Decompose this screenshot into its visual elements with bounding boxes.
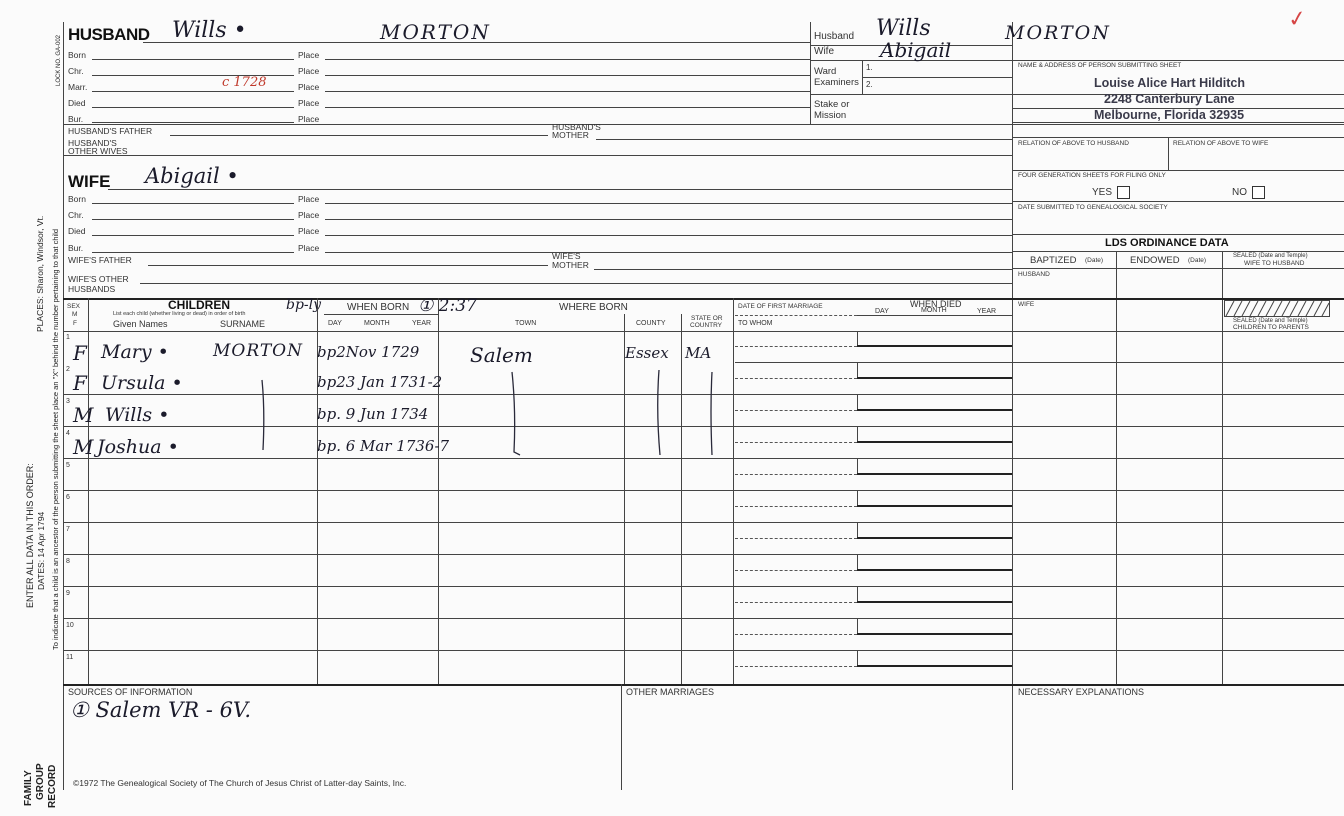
husband-born-label: Born — [68, 50, 86, 60]
wife-other-husbands-label-2: HUSBANDS — [68, 284, 116, 294]
child-birth-state[interactable]: MA — [685, 344, 712, 362]
child-number: 8 — [66, 558, 70, 565]
child-given-name[interactable]: Joshua • — [97, 436, 179, 458]
enter-all-note: ENTER ALL DATA IN THIS ORDER: — [25, 463, 35, 608]
child-sex[interactable]: F — [73, 341, 87, 365]
sealed-children-label-1: SEALED (Date and Temple) — [1233, 318, 1308, 324]
sealed-children-label-2: CHILDREN TO PARENTS — [1233, 324, 1309, 331]
indicate-note: To indicate that a child is an ancestor of the person submitting the sheet place an "X" behind the number pertaining to that child — [51, 228, 60, 650]
state-label-2: COUNTRY — [690, 322, 723, 329]
yes-label: YES — [1092, 187, 1113, 198]
husband-chr-label: Chr. — [68, 66, 84, 76]
child-birth-county[interactable]: Essex — [625, 344, 669, 362]
submitter-city: Melbourne, Florida 32935 — [1094, 108, 1245, 122]
child-number: 3 — [66, 398, 70, 405]
to-whom-label: TO WHOM — [738, 320, 773, 327]
state-label-1: STATE OR — [691, 315, 723, 322]
child-birth-date[interactable]: bp. 9 Jun 1734 — [317, 405, 429, 423]
child-number: 5 — [66, 462, 70, 469]
source-note: ① 2:37 — [418, 296, 477, 316]
lds-wife-row-label: WIFE — [1018, 301, 1035, 308]
given-names-label: Given Names — [113, 319, 168, 329]
four-gen-label: FOUR GENERATION SHEETS FOR FILING ONLY — [1018, 172, 1166, 179]
husband-label: HUSBAND — [68, 25, 150, 44]
other-marriages-label: OTHER MARRIAGES — [626, 687, 715, 697]
places-note: PLACES: Sharon, Windsor, Vt. — [35, 215, 45, 332]
town-label: TOWN — [515, 320, 537, 327]
died-year-label: YEAR — [977, 308, 997, 315]
wife-mother-label-1: WIFE'S — [552, 251, 581, 261]
wife-father-label: WIFE'S FATHER — [68, 255, 132, 265]
tr-wife-given[interactable]: Abigail — [880, 38, 952, 62]
endowed-date-label: (Date) — [1188, 257, 1207, 264]
child-sex[interactable]: M — [73, 403, 94, 427]
husband-died-label: Died — [68, 98, 86, 108]
stake-label: Stake or — [814, 99, 850, 110]
child-number: 1 — [66, 334, 70, 341]
husband-mother-label-2: MOTHER — [552, 130, 589, 140]
wife-died-place-label: Place — [298, 226, 320, 236]
husband-bur-place-label: Place — [298, 114, 320, 124]
wife-chr-label: Chr. — [68, 210, 84, 220]
child-given-name[interactable]: Ursula • — [101, 372, 183, 394]
relation-wife-label: RELATION OF ABOVE TO WIFE — [1173, 140, 1269, 147]
copyright: ©1972 The Genealogical Society of The Church of Jesus Christ of Latter-day Saints, Inc. — [73, 778, 407, 788]
submitter-name: Louise Alice Hart Hilditch — [1094, 76, 1245, 90]
child-given-name[interactable]: Wills • — [105, 404, 170, 426]
date-submitted-label: DATE SUBMITTED TO GENEALOGICAL SOCIETY — [1018, 204, 1168, 211]
wife-other-husbands-label-1: WIFE'S OTHER — [68, 274, 129, 284]
child-birth-town[interactable]: Salem — [470, 343, 533, 367]
child-birth-date[interactable]: bp23 Jan 1731-2 — [317, 373, 443, 391]
family-label: FAMILY — [23, 770, 34, 806]
wife-born-label: Born — [68, 194, 86, 204]
child-number: 4 — [66, 430, 70, 437]
child-sex[interactable]: F — [73, 371, 87, 395]
sources-label: SOURCES OF INFORMATION — [68, 687, 193, 697]
wife-bur-label: Bur. — [68, 243, 84, 253]
form-number: LOCK NO. GA-002 — [56, 34, 62, 86]
husband-other-wives-label-2: OTHER WIVES — [68, 146, 128, 156]
husband-other-wives-label-1: HUSBAND'S — [68, 138, 117, 148]
husband-surname[interactable]: MORTON — [380, 20, 491, 44]
children-label: CHILDREN — [168, 298, 230, 312]
child-number: 10 — [66, 622, 74, 629]
dates-note: DATES: 14 Apr 1794 — [36, 511, 46, 590]
sealed-wife-label-1: SEALED (Date and Temple) — [1233, 253, 1308, 259]
husband-born-place-label: Place — [298, 50, 320, 60]
sex-m-label: M — [72, 311, 78, 318]
born-day-label: DAY — [328, 320, 342, 327]
first-marriage-label: DATE OF FIRST MARRIAGE — [738, 303, 823, 310]
husband-marr-label: Marr. — [68, 82, 88, 92]
tr-wife-label: Wife — [814, 46, 834, 57]
child-number: 9 — [66, 590, 70, 597]
examiners-label: Examiners — [814, 77, 859, 88]
submitter-street: 2248 Canterbury Lane — [1104, 92, 1235, 106]
child-sex[interactable]: M — [73, 435, 94, 459]
sealed-wife-label-2: WIFE TO HUSBAND — [1244, 260, 1305, 267]
wife-label: WIFE — [68, 172, 111, 191]
lds-heading: LDS ORDINANCE DATA — [1105, 237, 1229, 249]
child-number: 11 — [66, 654, 74, 661]
examiner-1: 1. — [866, 63, 873, 72]
child-given-name[interactable]: Mary • — [101, 341, 169, 363]
husband-died-place-label: Place — [298, 98, 320, 108]
county-label: COUNTY — [636, 320, 666, 327]
died-month-label: MONTH — [921, 307, 947, 314]
examiner-2: 2. — [866, 80, 873, 89]
sex-label: SEX — [67, 303, 81, 310]
group-label: GROUP — [35, 763, 46, 800]
husband-marr-place-label: Place — [298, 82, 320, 92]
husband-father-label: HUSBAND'S FATHER — [68, 126, 153, 136]
husband-mother-label-1: HUSBAND'S — [552, 122, 601, 132]
husband-given-name[interactable]: Wills • — [172, 18, 247, 43]
child-birth-date[interactable]: bp. 6 Mar 1736-7 — [317, 437, 450, 455]
wife-chr-place-label: Place — [298, 210, 320, 220]
check-mark-icon: ✓ — [1286, 4, 1309, 33]
relation-husband-label: RELATION OF ABOVE TO HUSBAND — [1018, 140, 1129, 147]
baptized-label: BAPTIZED — [1030, 255, 1077, 266]
when-born-label: WHEN BORN — [347, 302, 410, 313]
lds-husband-row-label: HUSBAND — [1018, 271, 1050, 278]
child-number: 2 — [66, 366, 70, 373]
husband-bur-label: Bur. — [68, 114, 84, 124]
wife-died-label: Died — [68, 226, 86, 236]
child-birth-date[interactable]: bp2Nov 1729 — [317, 343, 420, 361]
where-born-label: WHERE BORN — [559, 302, 628, 313]
husband-chr-place-label: Place — [298, 66, 320, 76]
bp-note: bp-ly — [286, 297, 322, 313]
baptized-date-label: (Date) — [1085, 257, 1104, 264]
tr-husband-label: Husband — [814, 31, 855, 42]
ward-label: Ward — [814, 66, 837, 77]
wife-given-name[interactable]: Abigail • — [145, 164, 239, 188]
when-died-label: WHEN DIED — [910, 299, 962, 309]
child-number: 6 — [66, 494, 70, 501]
no-label: NO — [1232, 187, 1247, 198]
necessary-explanations-label: NECESSARY EXPLANATIONS — [1018, 687, 1145, 697]
list-note: List each child (whether living or dead) in order of birth — [113, 311, 246, 317]
born-month-label: MONTH — [364, 320, 390, 327]
record-label: RECORD — [47, 764, 58, 808]
child-number: 7 — [66, 526, 70, 533]
wife-born-place-label: Place — [298, 194, 320, 204]
sources-value[interactable]: ① Salem VR - 6V. — [70, 698, 252, 722]
sex-f-label: F — [73, 320, 77, 327]
surname-label: SURNAME — [220, 319, 266, 329]
endowed-label: ENDOWED — [1130, 255, 1180, 266]
died-day-label: DAY — [875, 308, 889, 315]
child-surname[interactable]: MORTON — [213, 341, 303, 361]
mission-label: Mission — [814, 110, 847, 121]
husband-marr-date[interactable]: c 1728 — [222, 75, 267, 90]
tr-husband-surname[interactable]: MORTON — [1005, 22, 1111, 44]
wife-bur-place-label: Place — [298, 243, 320, 253]
born-year-label: YEAR — [412, 320, 432, 327]
tr-husband-given[interactable]: Wills — [876, 16, 931, 41]
wife-mother-label-2: MOTHER — [552, 260, 589, 270]
submitter-heading: NAME & ADDRESS OF PERSON SUBMITTING SHEET — [1018, 62, 1182, 69]
